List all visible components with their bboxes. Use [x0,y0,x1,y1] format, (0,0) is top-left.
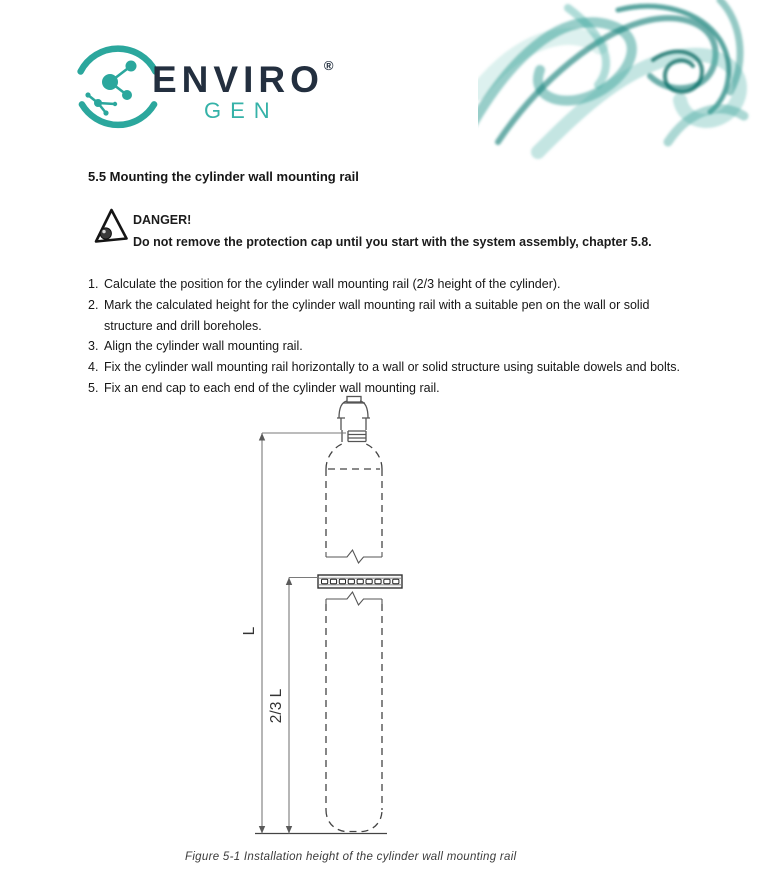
smoke-decoration [478,0,763,168]
dim-label-twothirds: 2/3 L [268,688,285,724]
step-item [88,357,694,378]
dim-label-total: L [241,626,258,636]
step-text: Align the cylinder wall mounting rail. [104,339,303,354]
danger-title: DANGER! [133,213,192,227]
break-line-lower [326,592,382,605]
cylinder-figure [235,390,415,848]
danger-text: Do not remove the protection cap until you start with the system assembly, chapter 5.8. [133,235,652,249]
registered-mark: ® [323,58,334,73]
brand-name [152,58,333,101]
step-text: Mark the calculated height for the cylinder wall mounting rail with a suitable pen on the wall or solid structure and drill boreholes. [104,297,650,333]
step-number: 2. [88,297,99,312]
brand-word: ENVIRO [152,59,324,100]
figure-caption: Figure 5-1 Installation height of the cylinder wall mounting rail [185,851,517,863]
break-line-upper [326,550,382,563]
section-heading: 5.5 Mounting the cylinder wall mounting rail [88,169,359,184]
step-text: Fix the cylinder wall mounting rail horizontally to a wall or solid structure using suitable dowels and bolts. [104,360,680,375]
step-item [88,295,694,337]
cylinder-outline [326,444,382,832]
step-number: 1. [88,277,99,291]
instruction-steps [88,274,694,399]
step-text: Calculate the position for the cylinder wall mounting rail (2/3 height of the cylinder). [104,277,561,291]
step-item [88,336,694,357]
danger-warning-icon [92,207,130,247]
brand-subname: GEN [204,98,279,123]
smoke-icon [478,0,763,168]
step-number: 4. [88,360,99,375]
step-text: Fix an end cap to each end of the cylinder wall mounting rail. [104,380,440,395]
step-number: 5. [88,380,99,395]
dimension-line-total [259,433,346,834]
valve-outline [337,397,370,443]
step-item [88,274,694,295]
mounting-rail [318,575,402,588]
dimension-line-twothirds [286,578,318,834]
step-number: 3. [88,339,99,354]
envirogen-logo [68,34,378,138]
